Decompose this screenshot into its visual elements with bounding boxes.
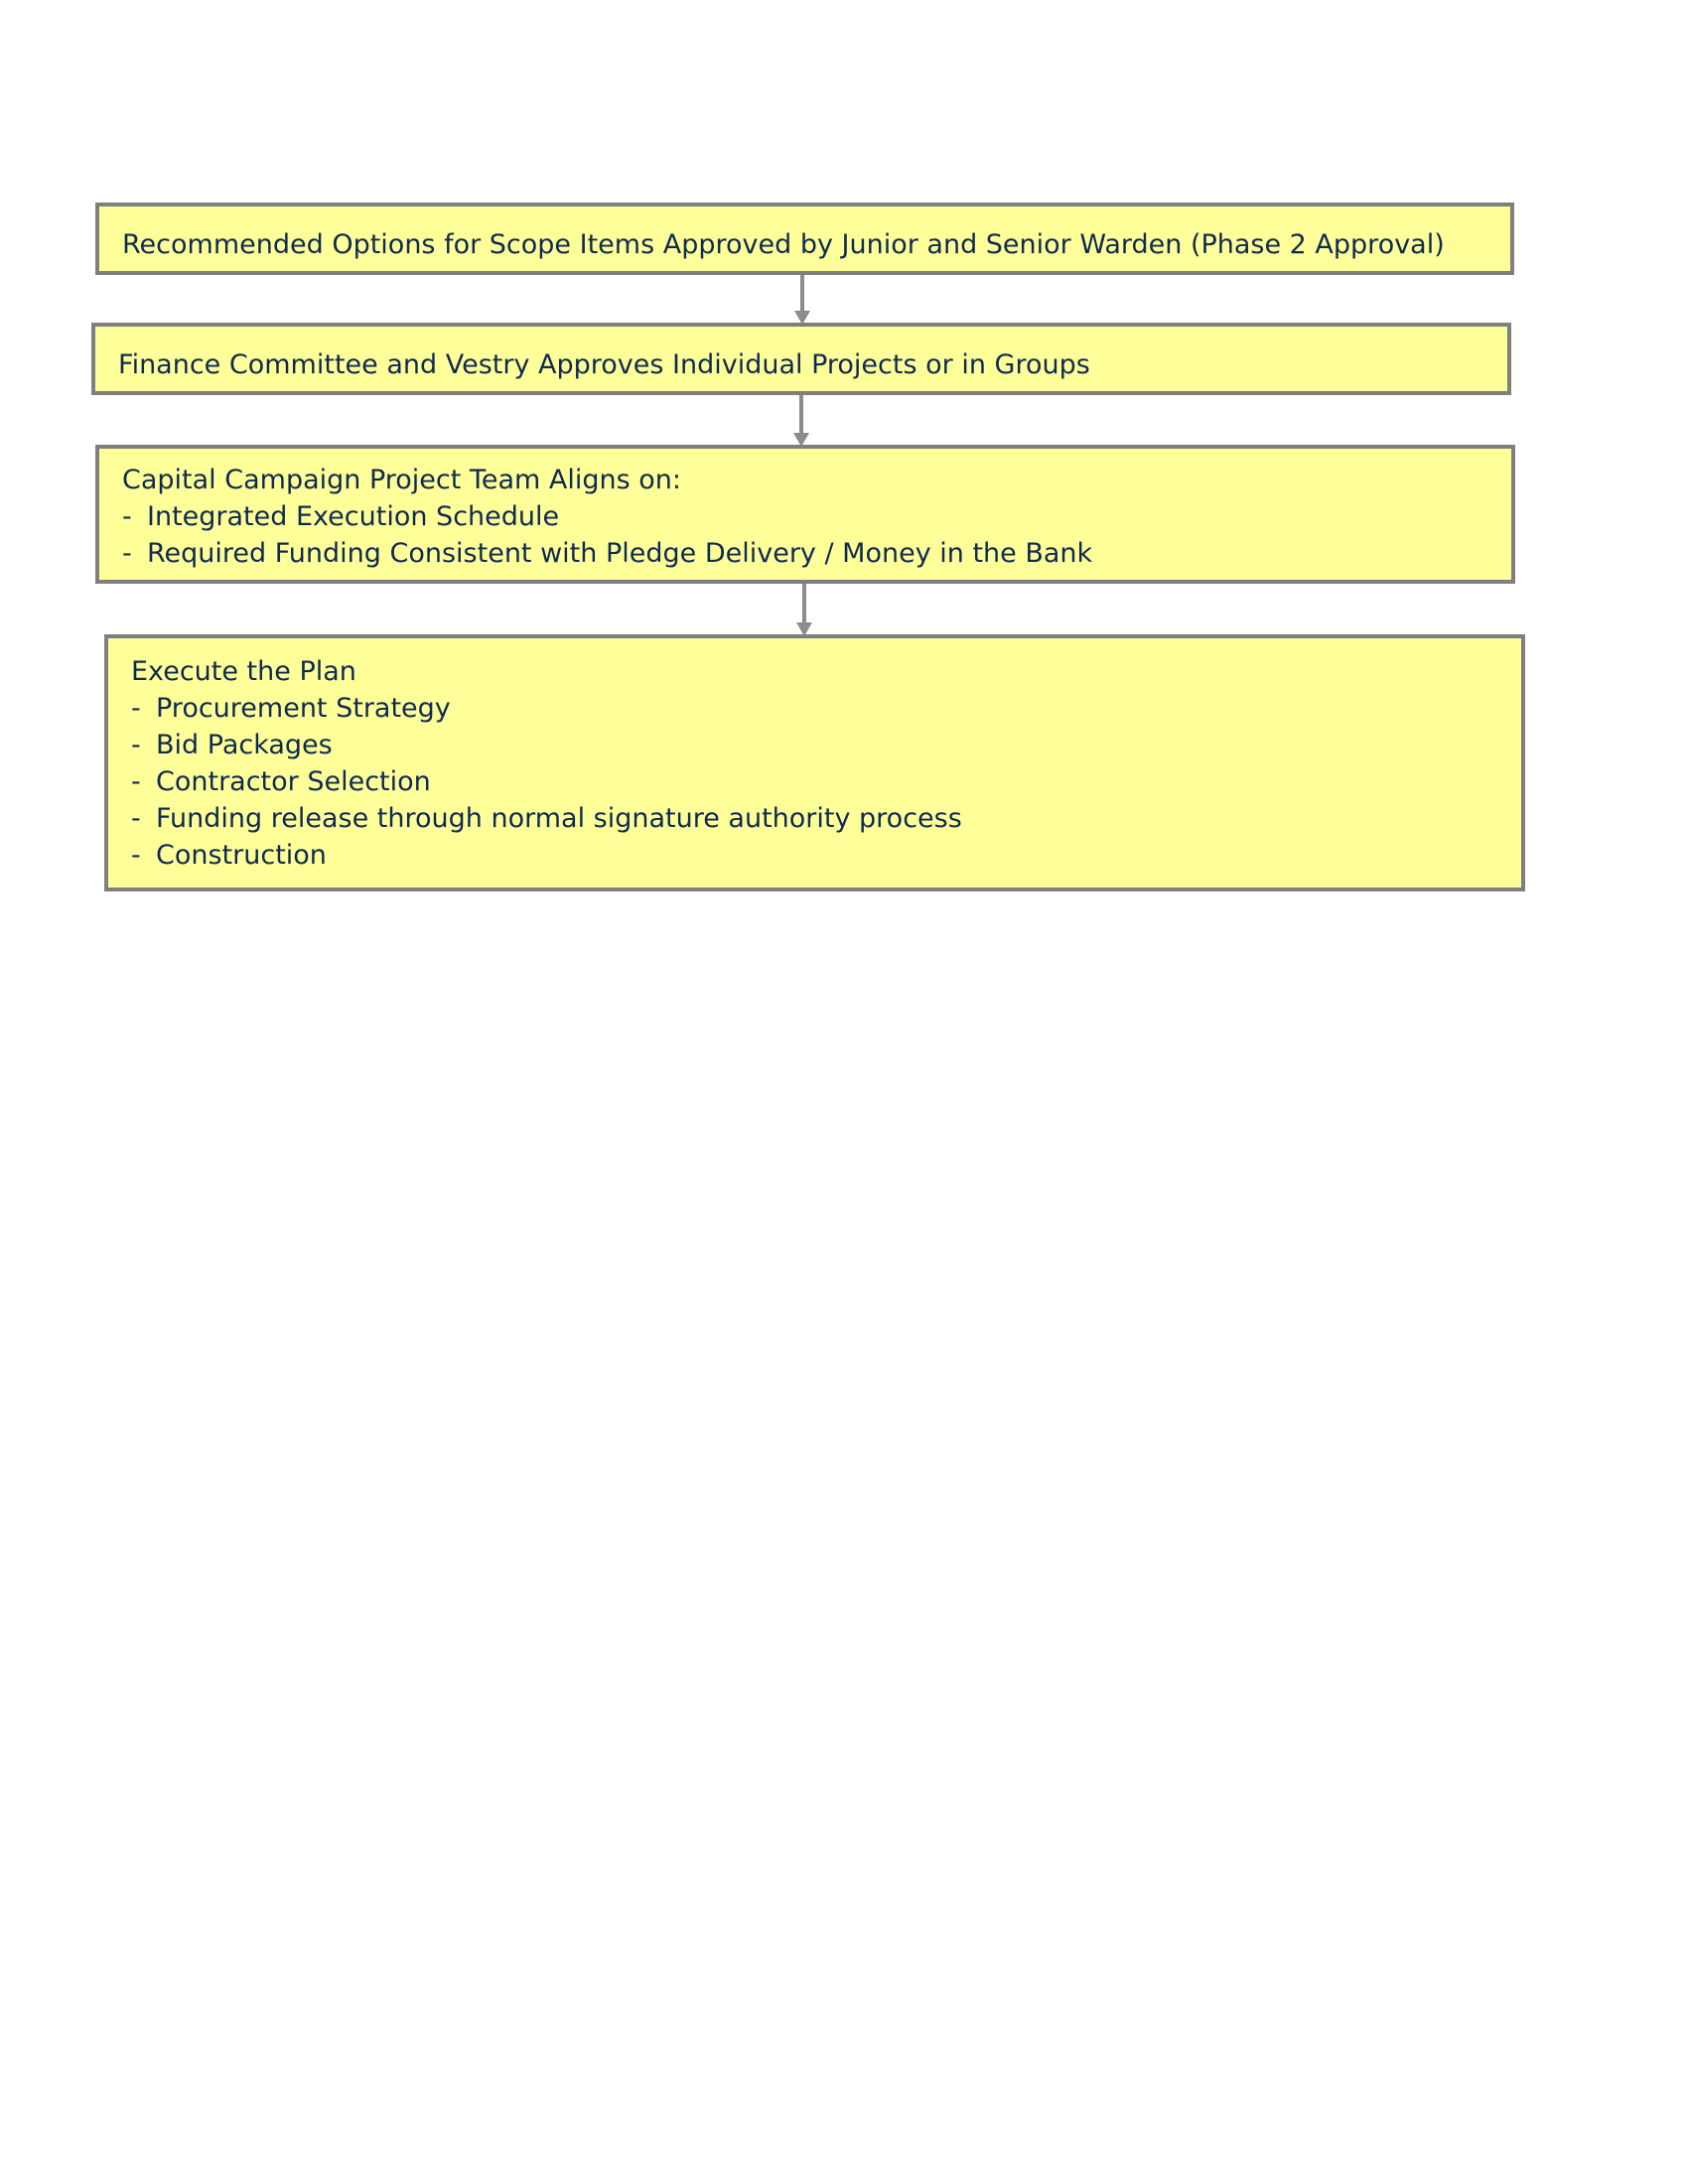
step-box-project-team-alignment — [95, 445, 1515, 584]
step-text: Finance Committee and Vestry Approves Individual Projects or in Groups — [118, 349, 1090, 380]
bullet-text: Integrated Execution Schedule — [147, 501, 560, 532]
step-text: Recommended Options for Scope Items Approved by Junior and Senior Warden (Phase 2 Approval) — [122, 229, 1445, 260]
step-bullet: - Contractor Selection — [131, 766, 431, 797]
step-box-execute-plan — [104, 634, 1525, 891]
step-heading: Execute the Plan — [131, 656, 356, 687]
step-bullet: - Funding release through normal signature authority process — [131, 803, 962, 834]
arrow-step1-to-step2 — [794, 275, 810, 325]
bullet-text: Contractor Selection — [156, 766, 431, 797]
bullet-text: Bid Packages — [156, 730, 333, 760]
bullet-text: Required Funding Consistent with Pledge Delivery / Money in the Bank — [147, 538, 1093, 569]
step-bullet: - Required Funding Consistent with Pledge Delivery / Money in the Bank — [122, 538, 1093, 569]
bullet-text: Procurement Strategy — [156, 693, 451, 724]
step-heading: Capital Campaign Project Team Aligns on: — [122, 465, 681, 495]
step-bullet: - Bid Packages — [131, 730, 333, 760]
bullet-text: Funding release through normal signature authority process — [156, 803, 962, 834]
step-bullet: - Construction — [131, 840, 327, 871]
step-box-finance-approval — [91, 323, 1511, 395]
arrow-step2-to-step3 — [793, 395, 809, 447]
step-bullet: - Procurement Strategy — [131, 693, 451, 724]
step-box-phase2-approval — [95, 203, 1514, 275]
bullet-text: Construction — [156, 840, 327, 871]
step-bullet: - Integrated Execution Schedule — [122, 501, 560, 532]
arrow-step3-to-step4 — [796, 584, 812, 636]
